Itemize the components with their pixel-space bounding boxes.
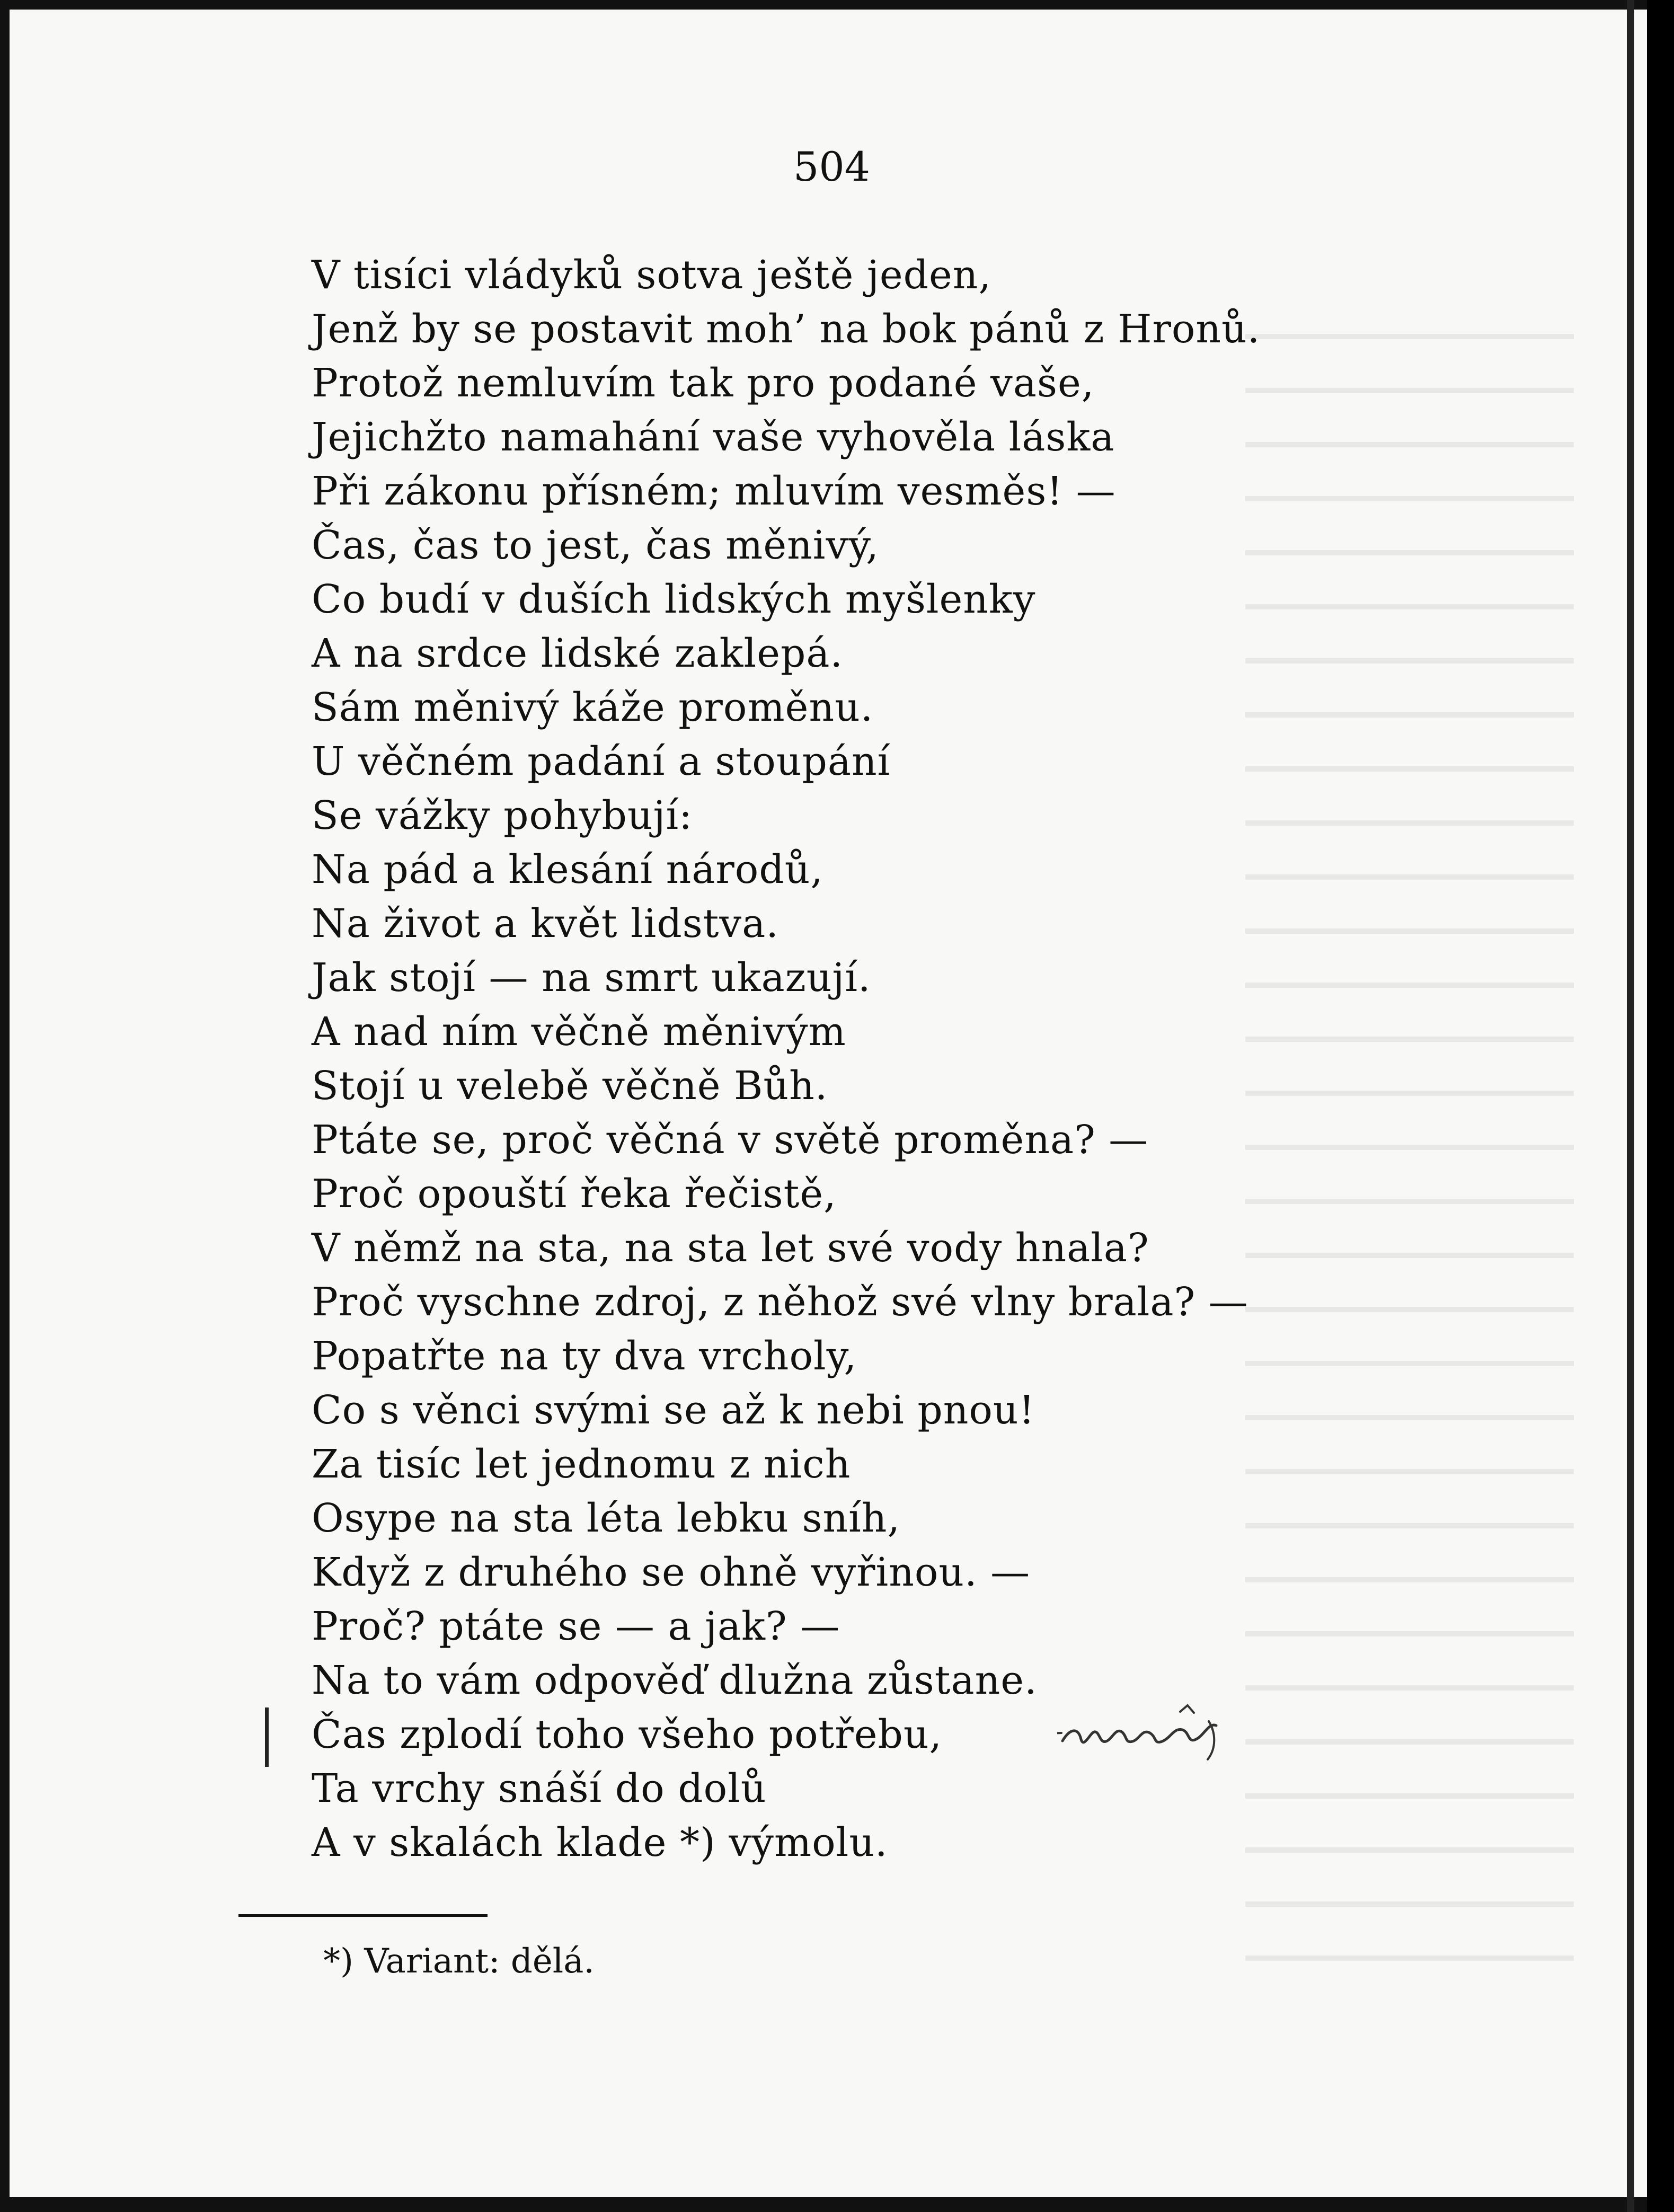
verse-line: Proč? ptáte se — a jak? —: [312, 1604, 840, 1649]
poem-verse: [312, 248, 1615, 1870]
verse-line: Když z druhého se ohně vyřinou. —: [312, 1550, 1031, 1595]
verse-line: Na pád a klesání národů,: [312, 847, 823, 892]
footnote: *) Variant: dělá.: [323, 1942, 595, 1981]
verse-line: U věčném padání a stoupání: [312, 739, 891, 784]
verse-line: Na to vám odpověď dlužna zůstane.: [312, 1658, 1038, 1703]
verse-line: Proč opouští řeka řečistě,: [312, 1171, 837, 1217]
verse-line: Čas, čas to jest, čas měnivý,: [312, 523, 879, 568]
verse-line: Sám měnivý káže proměnu.: [312, 685, 874, 730]
verse-line: A v skalách klade *) výmolu.: [312, 1820, 888, 1865]
verse-line: V němž na sta, na sta let své vody hnala?: [312, 1225, 1149, 1271]
verse-line: Za tisíc let jednomu z nich: [312, 1441, 851, 1487]
verse-line: Se vážky pohybují:: [312, 793, 693, 838]
verse-line: Čas zplodí toho všeho potřebu,: [312, 1712, 943, 1757]
verse-line: Protož nemluvím tak pro podané vaše,: [312, 360, 1095, 406]
scan-edge-right: [1647, 0, 1674, 2212]
verse-line: V tisíci vládyků sotva ještě jeden,: [312, 252, 991, 298]
verse-line: A na srdce lidské zaklepá.: [312, 631, 843, 676]
verse-line: Co budí v duších lidských myšlenky: [312, 577, 1036, 622]
scan-edge-right-inner: [1627, 0, 1634, 2212]
verse-line: Osype na sta léta lebku sníh,: [312, 1496, 900, 1541]
verse-line: Proč vyschne zdroj, z něhož své vlny brala? —: [312, 1279, 1248, 1325]
verse-line: Jenž by se postavit moh’ na bok pánů z Hronů.: [312, 306, 1261, 352]
verse-line: Při zákonu přísném; mluvím vesměs! —: [312, 468, 1116, 514]
verse-line: Ta vrchy snáší do dolů: [312, 1766, 767, 1811]
verse-line: Popatřte na ty dva vrcholy,: [312, 1333, 857, 1379]
verse-line: Co s věnci svými se až k nebi pnou!: [312, 1387, 1035, 1433]
verse-line: Ptáte se, proč věčná v světě proměna? —: [312, 1117, 1149, 1163]
verse-line: Jejichžto namahání vaše vyhověla láska: [312, 414, 1115, 460]
scan-edge-bottom: [0, 2197, 1674, 2212]
verse-line: Na život a květ lidstva.: [312, 901, 779, 946]
page-number: 504: [793, 143, 871, 190]
handwritten-note-zmeny: [1057, 1691, 1237, 1765]
scan-edge-left: [0, 0, 10, 2212]
footnote-rule: [238, 1914, 488, 1917]
scan-edge-top: [0, 0, 1674, 10]
verse-line: Jak stojí — na smrt ukazují.: [312, 955, 871, 1001]
verse-line: Stojí u velebě věčně Bůh.: [312, 1063, 828, 1109]
margin-pencil-mark: [265, 1707, 269, 1767]
verse-line: A nad ním věčně měnivým: [312, 1009, 846, 1055]
